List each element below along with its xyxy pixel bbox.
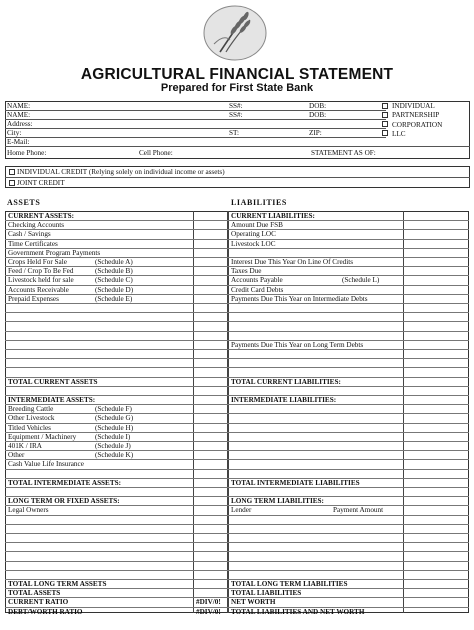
asset-schedule-link[interactable]: (Schedule B) xyxy=(95,267,133,276)
row-line xyxy=(5,487,469,488)
type-llc-label: LLC xyxy=(392,130,406,138)
row-line xyxy=(5,450,469,451)
asset-schedule-link[interactable]: (Schedule F) xyxy=(95,405,132,414)
long-term-liabilities-heading: LONG TERM LIABILITIES: xyxy=(231,497,324,506)
row-line xyxy=(5,524,469,525)
liability-row-label: Accounts Payable xyxy=(231,276,283,285)
intermediate-assets-heading: INTERMEDIATE ASSETS: xyxy=(8,396,96,404)
liabilities-heading: LIABILITIES xyxy=(231,198,287,207)
debt-worth-ratio-value: #DIV/0! xyxy=(196,607,221,616)
total-intermediate-assets-label: TOTAL INTERMEDIATE ASSETS: xyxy=(8,478,122,487)
asset-schedule-link[interactable]: (Schedule H) xyxy=(95,423,134,432)
row-line xyxy=(5,404,469,405)
asset-schedule-link[interactable]: (Schedule J) xyxy=(95,442,131,450)
liability-row-label: Taxes Due xyxy=(231,267,262,276)
asset-schedule-link[interactable]: (Schedule E) xyxy=(95,294,133,303)
row-line xyxy=(5,386,469,387)
net-worth-label: NET WORTH xyxy=(231,598,276,607)
column-divider xyxy=(193,211,194,613)
row-line xyxy=(5,551,469,552)
statement-date-field[interactable]: STATEMENT AS OF: xyxy=(311,149,376,157)
debt-worth-ratio-label: DEBT/WORTH RATIO xyxy=(8,607,83,616)
row-line xyxy=(5,312,469,313)
total-liabilities-net-worth-label: TOTAL LIABILITIES AND NET WORTH xyxy=(231,607,365,616)
asset-row-label: Prepaid Expenses xyxy=(8,294,59,303)
row-line xyxy=(5,358,469,359)
ssn1-field[interactable]: SS#: xyxy=(229,102,243,110)
type-partnership-label: PARTNERSHIP xyxy=(392,111,440,119)
city-field[interactable]: City: xyxy=(7,129,22,137)
current-assets-heading: CURRENT ASSETS: xyxy=(8,212,74,220)
liability-row-label: Amount Due FSB xyxy=(231,221,283,230)
asset-row-label: Crops Held For Sale xyxy=(8,258,67,266)
dob2-field[interactable]: DOB: xyxy=(309,111,327,119)
row-line xyxy=(5,561,469,562)
current-ratio-value: #DIV/0! xyxy=(196,598,221,607)
row-line xyxy=(5,321,469,322)
asset-row-label: 401K / IRA xyxy=(8,442,42,450)
liability-row-label: Livestock LOC xyxy=(231,239,276,248)
asset-schedule-link[interactable]: (Schedule K) xyxy=(95,451,134,460)
payment-amount-label: Payment Amount xyxy=(333,506,384,515)
asset-row-label: Checking Accounts xyxy=(8,221,65,230)
current-ratio-label: CURRENT RATIO xyxy=(8,598,69,607)
liability-row-label: Credit Card Debts xyxy=(231,285,284,294)
asset-row-label: Equipment / Machinery xyxy=(8,432,77,441)
asset-schedule-link[interactable]: (Schedule G) xyxy=(95,414,134,423)
home-phone-field[interactable]: Home Phone: xyxy=(7,149,47,157)
payments-long-term-label: Payments Due This Year on Long Term Debts xyxy=(231,340,364,349)
page-title: AGRICULTURAL FINANCIAL STATEMENT xyxy=(80,66,394,83)
liability-schedule-link[interactable]: (Schedule L) xyxy=(342,276,380,285)
dob1-field[interactable]: DOB: xyxy=(309,102,327,110)
assets-heading: ASSETS xyxy=(7,198,41,207)
row-line xyxy=(5,441,469,442)
asset-row-label: Cash Value Life Insurance xyxy=(8,460,84,469)
asset-row-label: Other Livestock xyxy=(8,414,55,423)
total-current-liabilities-label: TOTAL CURRENT LIABILITIES: xyxy=(231,377,341,386)
asset-schedule-link[interactable]: (Schedule I) xyxy=(95,432,131,441)
row-line xyxy=(5,349,469,350)
asset-row-label: Breeding Cattle xyxy=(8,405,54,414)
type-individual-label: INDIVIDUAL xyxy=(392,102,435,110)
long-term-assets-heading: LONG TERM OR FIXED ASSETS: xyxy=(8,497,120,506)
row-line xyxy=(5,367,469,368)
asset-row-label: Other xyxy=(8,451,25,460)
row-line xyxy=(5,303,469,304)
row-line xyxy=(5,469,469,470)
type-corporation-label: CORPORATION xyxy=(392,121,443,129)
row-line xyxy=(5,331,469,332)
page-subtitle: Prepared for First State Bank xyxy=(160,82,314,94)
row-line xyxy=(5,533,469,534)
column-divider xyxy=(403,211,404,613)
asset-row-label: Cash / Savings xyxy=(8,230,51,239)
row-line xyxy=(5,542,469,543)
intermediate-liabilities-heading: INTERMEDIATE LIABILITIES: xyxy=(231,396,337,404)
legal-owners-label: Legal Owners xyxy=(8,506,49,515)
row-line xyxy=(5,423,469,424)
ssn2-field[interactable]: SS#: xyxy=(229,111,243,119)
lender-label: Lender xyxy=(231,506,252,515)
email-field[interactable]: E-Mail: xyxy=(7,138,30,146)
asset-row-label: Feed / Crop To Be Fed xyxy=(8,267,74,276)
total-current-assets-label: TOTAL CURRENT ASSETS xyxy=(8,377,98,386)
liability-row-label: Payments Due This Year on Intermediate Debts xyxy=(231,294,368,303)
liability-row-label: Operating LOC xyxy=(231,230,276,239)
current-liabilities-heading: CURRENT LIABILITIES: xyxy=(231,212,315,220)
row-line xyxy=(5,570,469,571)
asset-row-label: Titled Vehicles xyxy=(8,423,51,432)
asset-schedule-link[interactable]: (Schedule A) xyxy=(95,258,133,266)
column-divider xyxy=(228,211,229,613)
liability-row-label: Interest Due This Year On Line Of Credits xyxy=(231,258,354,266)
state-field[interactable]: ST: xyxy=(229,129,240,137)
individual-credit-label: INDIVIDUAL CREDIT (Relying solely on individual income or assets) xyxy=(17,168,225,176)
total-assets-label: TOTAL ASSETS xyxy=(8,589,61,598)
name2-field[interactable]: NAME: xyxy=(7,111,31,119)
total-long-term-assets-label: TOTAL LONG TERM ASSETS xyxy=(8,580,107,588)
joint-credit-label: JOINT CREDIT xyxy=(17,179,65,187)
asset-schedule-link[interactable]: (Schedule D) xyxy=(95,285,134,294)
asset-schedule-link[interactable]: (Schedule C) xyxy=(95,276,133,285)
total-liabilities-label: TOTAL LIABILITIES xyxy=(231,589,302,598)
asset-row-label: Livestock held for sale xyxy=(8,276,74,285)
zip-field[interactable]: ZIP: xyxy=(309,129,322,137)
address-field[interactable]: Address: xyxy=(7,120,33,128)
asset-row-label: Government Program Payments xyxy=(8,248,101,257)
asset-row-label: Time Certificates xyxy=(8,239,58,248)
asset-row-label: Accounts Receivable xyxy=(8,285,69,294)
cell-phone-field[interactable]: Cell Phone: xyxy=(139,149,173,157)
total-intermediate-liabilities-label: TOTAL INTERMEDIATE LIABILITIES xyxy=(231,478,360,487)
row-line xyxy=(5,413,469,414)
row-line xyxy=(5,515,469,516)
total-long-term-liabilities-label: TOTAL LONG TERM LIABILITIES xyxy=(231,580,348,588)
name1-field[interactable]: NAME: xyxy=(7,102,31,110)
